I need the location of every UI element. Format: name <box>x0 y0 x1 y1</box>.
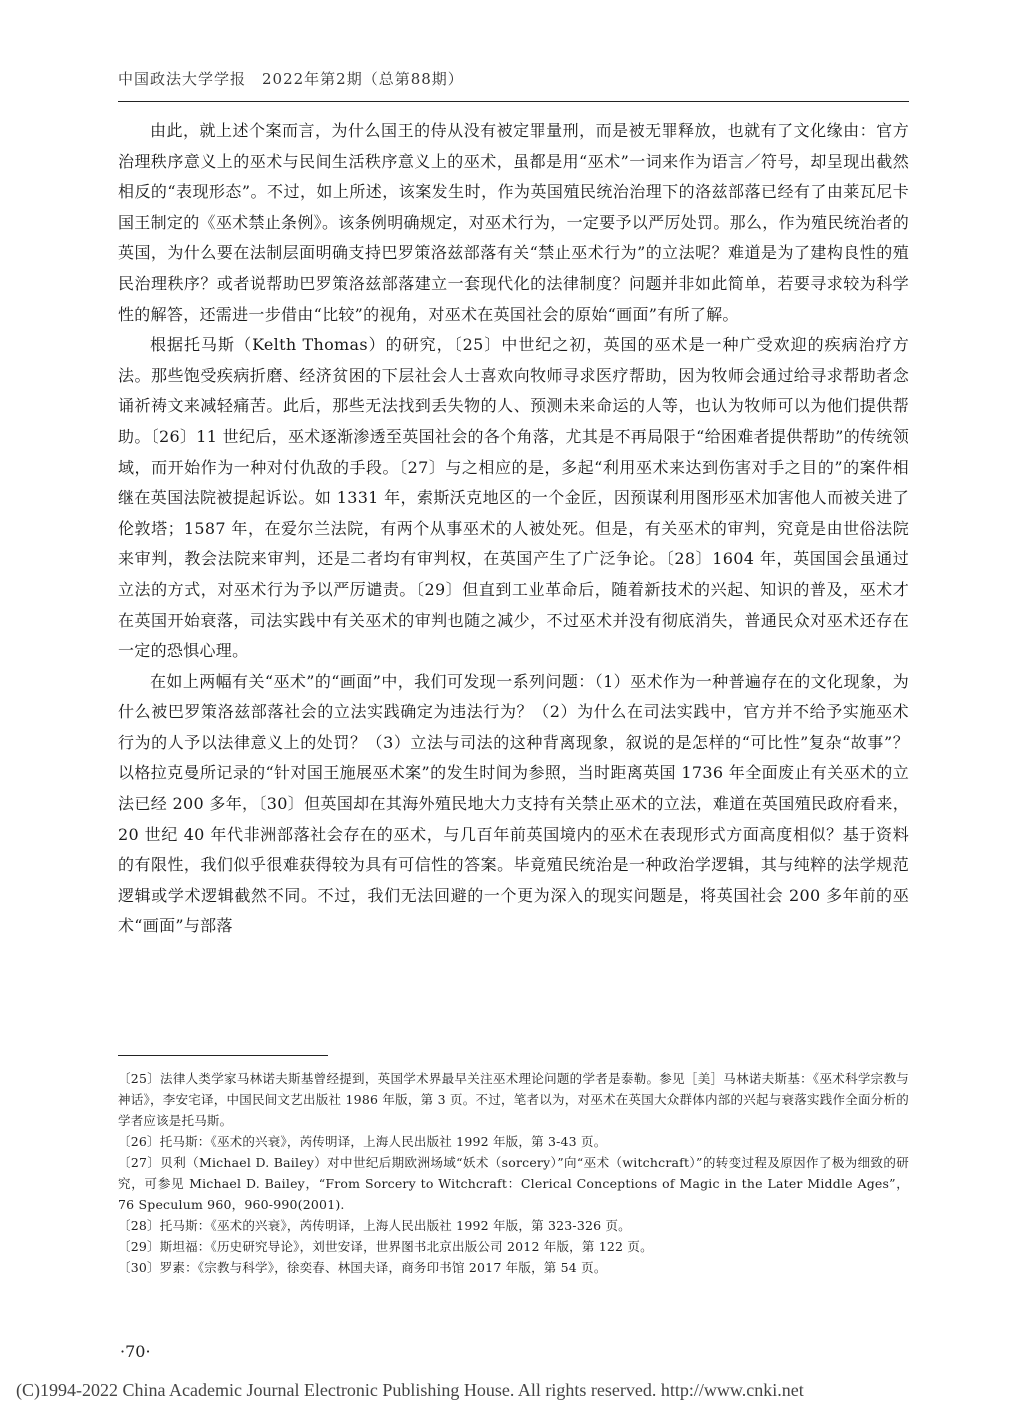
footnote: 〔26〕托马斯：《巫术的兴衰》，芮传明译，上海人民出版社 1992 年版，第 3-43 页。 <box>118 1134 607 1149</box>
copyright-notice: (C)1994-2022 China Academic Journal Electronic Publishing House. All rights reserved. http://www.cnki.net <box>16 1380 804 1400</box>
body-text <box>118 116 909 942</box>
paragraph: 由此，就上述个案而言，为什么国王的侍从没有被定罪量刑，而是被无罪释放，也就有了文化缘由：官方治理秩序意义上的巫术与民间生活秩序意义上的巫术，虽都是用“巫术”一词来作为语言／符号，却呈现出截然相反的“表现形态”。不过，如上所述，该案发生时，作为英国殖民统治治理下的洛兹部落已经有了由莱瓦尼卡国王制定的《巫术禁止条例》。该条例明确规定，对巫术行为，一定要予以严厉处罚。那么，作为殖民统治者的英国，为什么要在法制层面明确支持巴罗策洛兹部落有关“禁止巫术行为”的立法呢？难道是为了建构良性的殖民治理秩序？或者说帮助巴罗策洛兹部落建立一套现代化的法律制度？问题并非如此简单，若要寻求较为科学性的解答，还需进一步借由“比较”的视角，对巫术在英国社会的原始“画面”有所了解。 <box>118 121 909 324</box>
footnote: 〔29〕斯坦福：《历史研究导论》，刘世安译，世界图书北京出版公司 2012 年版，第 122 页。 <box>118 1239 653 1254</box>
footnote: 〔30〕罗素：《宗教与科学》，徐奕春、林国夫译，商务印书馆 2017 年版，第 54 页。 <box>118 1260 607 1275</box>
running-header: 中国政法大学学报 2022年第2期（总第88期） <box>118 70 464 88</box>
footnotes <box>118 1068 909 1278</box>
footnote: 〔27〕贝利（Michael D. Bailey）对中世纪后期欧洲场域“妖术（sorcery）”向“巫术（witchcraft）”的转变过程及原因作了极为细致的研究，可参见 Michael D. Bailey，“From Sorcery to Witchcraft：Clerical Conceptions of Magic in the Later Middle Ages”，76 Speculum 960，960-990(2001). <box>118 1155 909 1212</box>
header-rule <box>118 101 909 102</box>
footnote: 〔25〕法律人类学家马林诺夫斯基曾经提到，英国学术界最早关注巫术理论问题的学者是泰勒。参见［美］马林诺夫斯基：《巫术科学宗教与神话》，李安宅译，中国民间文艺出版社 1986 年版，第 3 页。不过，笔者以为，对巫术在英国大众群体内部的兴起与衰落实践作全面分析的学者应该是托马斯。 <box>118 1071 909 1128</box>
footnote-rule <box>118 1055 328 1056</box>
paragraph: 在如上两幅有关“巫术”的“画面”中，我们可发现一系列问题：（1）巫术作为一种普遍存在的文化现象，为什么被巴罗策洛兹部落社会的立法实践确定为违法行为？（2）为什么在司法实践中，官方并不给予实施巫术行为的人予以法律意义上的处罚？（3）立法与司法的这种背离现象，叙说的是怎样的“可比性”复杂“故事”？以格拉克曼所记录的“针对国王施展巫术案”的发生时间为参照，当时距离英国 1736 年全面废止有关巫术的立法已经 200 多年，〔30〕但英国却在其海外殖民地大力支持有关禁止巫术的立法，难道在英国殖民政府看来，20 世纪 40 年代非洲部落社会存在的巫术，与几百年前英国境内的巫术在表现形式方面高度相似？基于资料的有限性，我们似乎很难获得较为具有可信性的答案。毕竟殖民统治是一种政治学逻辑，其与纯粹的法学规范逻辑或学术逻辑截然不同。不过，我们无法回避的一个更为深入的现实问题是，将英国社会 200 多年前的巫术“画面”与部落 <box>118 671 909 936</box>
paragraph: 根据托马斯（Kelth Thomas）的研究，〔25〕中世纪之初，英国的巫术是一种广受欢迎的疾病治疗方法。那些饱受疾病折磨、经济贫困的下层社会人士喜欢向牧师寻求医疗帮助，因为牧师会通过给寻求帮助者念诵祈祷文来减轻痛苦。此后，那些无法找到丢失物的人、预测未来命运的人等，也认为牧师可以为他们提供帮助。〔26〕11 世纪后，巫术逐渐渗透至英国社会的各个角落，尤其是不再局限于“给困难者提供帮助”的传统领域，而开始作为一种对付仇敌的手段。〔27〕与之相应的是，多起“利用巫术来达到伤害对手之目的”的案件相继在英国法院被提起诉讼。如 1331 年，索斯沃克地区的一个金匠，因预谋利用图形巫术加害他人而被关进了伦敦塔；1587 年，在爱尔兰法院，有两个从事巫术的人被处死。但是，有关巫术的审判，究竟是由世俗法院来审判，教会法院来审判，还是二者均有审判权，在英国产生了广泛争论。〔28〕1604 年，英国国会虽通过立法的方式，对巫术行为予以严厉谴责。〔29〕但直到工业革命后，随着新技术的兴起、知识的普及，巫术才在英国开始衰落，司法实践中有关巫术的审判也随之减少，不过巫术并没有彻底消失，普通民众对巫术还存在一定的恐惧心理。 <box>118 335 909 661</box>
footnote: 〔28〕托马斯：《巫术的兴衰》，芮传明译，上海人民出版社 1992 年版，第 323-326 页。 <box>118 1218 631 1233</box>
page-number: ·70· <box>120 1342 151 1361</box>
